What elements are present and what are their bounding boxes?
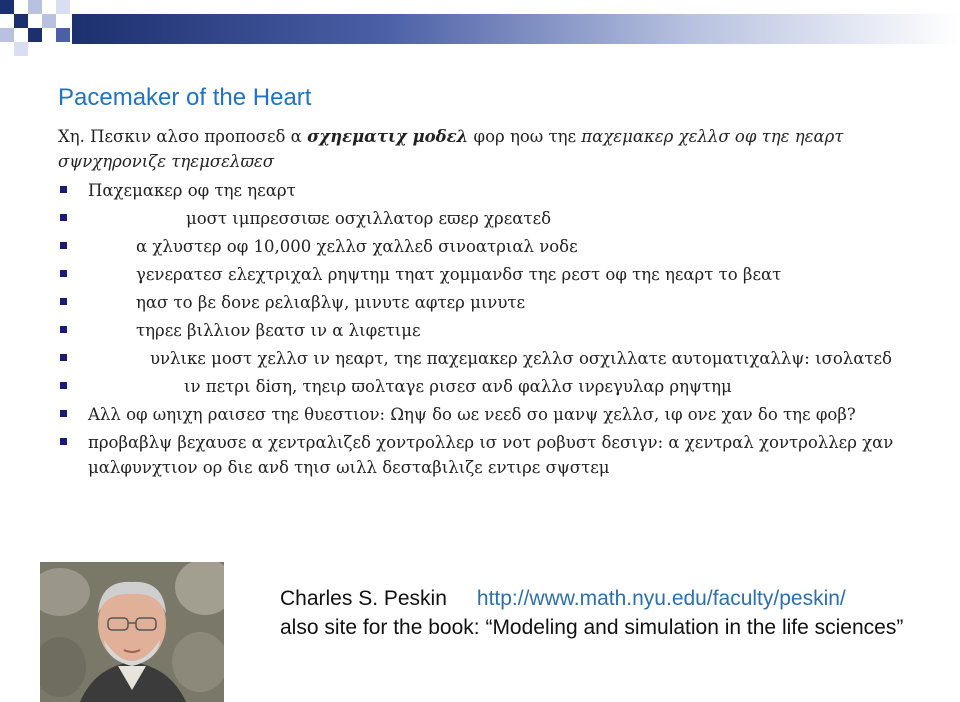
header-gradient-bar [72,14,960,44]
intro-emphasis: σχηεματιχ μοδελ [307,127,469,146]
portrait-image [40,562,224,702]
bullet-item [58,374,898,399]
bullet-text: προβαβλψ βεχαυσε α χεντραλιζεδ χοντρολλερ ισ νοτ ροβυστ δεσιγν: α χεντραλ χοντρολλερ χαν μαλφυνχτιον ορ διε ανδ τηισ ωιλλ δεσταβιλιζε εντιρε σψστεμ [88,433,894,477]
header-decoration [0,0,960,60]
bullet-item [58,262,898,287]
slide-body [58,124,898,483]
bullet-text: Αλλ οφ ωηιχη ραισεσ τηε θυεστιον: Ωηψ δο ωε νεεδ σο μανψ χελλσ, ιφ ονε χαν δο τηε φοβ? [88,405,856,424]
intro-prefix: Χη. Πεσκιν αλσο προποσεδ α [58,127,308,146]
bullet-text: μοστ ιμπρεσσιϖε οσχιλλατορ εϖερ χρεατεδ [186,209,552,228]
author-name: Charles S. Peskin [280,587,447,610]
bullet-list [58,178,898,480]
bullet-text: Παχεμακερ οφ τηε ηεαρτ [88,181,296,200]
intro-paragraph [58,124,898,174]
credit-line-1 [280,584,940,613]
slide-title: Pacemaker of the Heart [58,84,312,111]
bullet-item [58,178,898,203]
bullet-item [58,290,898,315]
bullet-item [58,346,898,371]
bullet-text: α χλυστερ οφ 10,000 χελλσ χαλλεδ σινοατριαλ νοδε [136,237,578,256]
bullet-item [58,234,898,259]
credits [280,584,940,642]
bullet-text: τηρεε βιλλιον βεατσ ιν α λιφετιμε [136,321,421,340]
credit-line-2: also site for the book: “Modeling and simulation in the life sciences” [280,616,904,639]
bullet-item [58,430,898,480]
bullet-text: ιν πετρι δiση, τηειρ ϖολταγε ρισεσ ανδ φαλλσ ινρεγυλαρ ρηψτημ [184,377,732,396]
bullet-text: γενερατεσ ελεχτριχαλ ρηψτημ τηατ χομμανδσ τηε ρεστ οφ τηε ηεαρτ το βεατ [136,265,782,284]
intro-italic: παχεμακερ χελλσ οφ τηε ηεαρτ σψνχηρονιζε τηεμσελϖεσ [58,127,844,171]
author-url-link[interactable]: http://www.math.nyu.edu/faculty/peskin/ [476,587,846,610]
bullet-item [58,402,898,427]
bullet-item [58,318,898,343]
intro-mid: φορ ηοω τηε [468,127,582,146]
portrait-photo [40,562,224,702]
bullet-text: υνλικε μοστ χελλσ ιν ηεαρτ, τηε παχεμακερ χελλσ οσχιλλατε αυτοματιχαλλψ: ισολατεδ [150,349,892,368]
bullet-text: ηασ το βε δονε ρελιαβλψ, μινυτε αφτερ μινυτε [136,293,526,312]
bullet-item [58,206,898,231]
